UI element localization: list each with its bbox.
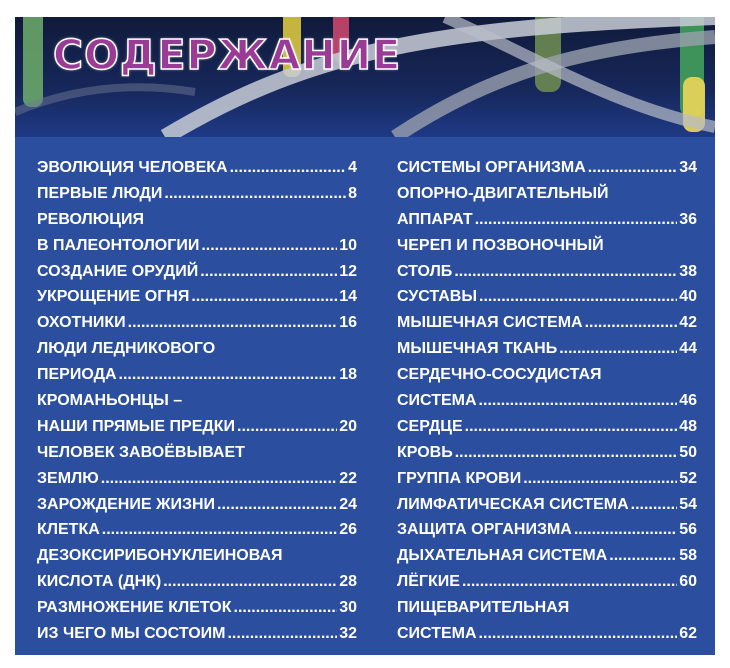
toc-content	[15, 137, 715, 655]
toc-entry	[37, 388, 357, 414]
toc-entry-title: В ПАЛЕОНТОЛОГИИ	[37, 236, 200, 254]
toc-leader-dots	[631, 492, 678, 518]
toc-entry-title: КРОМАНЬОНЦЫ –	[37, 392, 183, 410]
toc-entry	[397, 207, 697, 233]
toc-entry-title: СТОЛБ	[397, 262, 453, 280]
toc-entry-page: 30	[339, 599, 357, 617]
toc-leader-dots	[230, 155, 347, 181]
toc-entry	[37, 517, 357, 543]
toc-page	[15, 17, 715, 655]
toc-leader-dots	[191, 284, 337, 310]
toc-entry-page: 4	[348, 159, 357, 176]
toc-entry-title: ИЗ ЧЕГО МЫ СОСТОИМ	[37, 625, 226, 643]
toc-leader-dots	[237, 414, 337, 440]
toc-entry	[37, 310, 357, 336]
toc-entry-title: ЛИМФАТИЧЕСКАЯ СИСТЕМА	[397, 495, 629, 513]
toc-entry-title: УКРОЩЕНИЕ ОГНЯ	[37, 288, 190, 306]
toc-leader-dots	[479, 284, 677, 310]
toc-entry	[397, 362, 697, 388]
toc-entry	[397, 181, 697, 207]
toc-leader-dots	[217, 492, 337, 518]
toc-entry-page: 58	[679, 547, 697, 565]
toc-leader-dots	[101, 466, 337, 492]
toc-entry-page: 8	[348, 184, 357, 202]
toc-entry-title: ОХОТНИКИ	[37, 314, 126, 332]
toc-entry-page: 28	[339, 573, 357, 591]
toc-column-left	[37, 155, 357, 647]
toc-entry	[397, 440, 697, 466]
page-title: СОДЕРЖАНИЕ	[53, 31, 402, 79]
toc-entry-page: 32	[339, 625, 357, 643]
toc-entry	[37, 595, 357, 621]
toc-entry-title: СЕРДЕЧНО-СОСУДИСТАЯ	[397, 366, 602, 384]
toc-leader-dots	[479, 388, 678, 414]
toc-leader-dots	[455, 440, 677, 466]
toc-entry	[37, 155, 357, 181]
toc-leader-dots	[163, 569, 337, 595]
toc-entry	[37, 284, 357, 310]
toc-leader-dots	[609, 543, 677, 569]
toc-entry-page: 38	[679, 262, 697, 280]
toc-entry-title: СЕРДЦЕ	[397, 417, 463, 435]
toc-entry	[397, 517, 697, 543]
toc-entry	[397, 466, 697, 492]
toc-leader-dots	[102, 517, 337, 543]
toc-entry-title: МЫШЕЧНАЯ СИСТЕМА	[397, 314, 583, 332]
toc-entry	[37, 466, 357, 492]
toc-entry	[37, 259, 357, 285]
toc-entry-page: 60	[679, 573, 697, 591]
toc-leader-dots	[479, 621, 678, 647]
toc-entry	[397, 336, 697, 362]
toc-entry	[37, 569, 357, 595]
toc-entry	[37, 233, 357, 259]
toc-entry-page: 48	[679, 417, 697, 435]
toc-leader-dots	[588, 155, 677, 181]
toc-entry-page: 36	[679, 210, 697, 228]
toc-entry-page: 40	[679, 288, 697, 306]
dna-banner	[15, 17, 715, 137]
toc-entry	[37, 543, 357, 569]
toc-entry-title: ЗАРОЖДЕНИЕ ЖИЗНИ	[37, 495, 216, 513]
toc-entry-title: РЕВОЛЮЦИЯ	[37, 210, 144, 228]
toc-entry-title: ЧЕЛОВЕК ЗАВОЁВЫВАЕТ	[37, 443, 245, 461]
toc-leader-dots	[574, 517, 677, 543]
toc-leader-dots	[200, 259, 337, 285]
toc-entry	[397, 492, 697, 518]
toc-entry-title: МЫШЕЧНАЯ ТКАНЬ	[397, 340, 558, 358]
toc-entry-title: КИСЛОТА (ДНК)	[37, 573, 162, 591]
toc-entry	[37, 414, 357, 440]
toc-entry-title: ЭВОЛЮЦИЯ ЧЕЛОВЕКА	[37, 159, 228, 176]
toc-entry-page: 10	[339, 236, 357, 254]
toc-entry-title: ПЕРИОДА	[37, 366, 117, 384]
toc-entry-title: КЛЕТКА	[37, 521, 100, 539]
toc-entry-page: 42	[679, 314, 697, 332]
toc-entry	[397, 233, 697, 259]
toc-entry-title: РАЗМНОЖЕНИЕ КЛЕТОК	[37, 599, 232, 617]
toc-entry-page: 26	[339, 521, 357, 539]
toc-entry-title: КРОВЬ	[397, 443, 453, 461]
toc-leader-dots	[201, 233, 337, 259]
toc-entry	[37, 336, 357, 362]
toc-entry	[37, 440, 357, 466]
toc-entry-page: 56	[679, 521, 697, 539]
toc-entry-page: 18	[339, 366, 357, 384]
toc-entry-page: 52	[679, 469, 697, 487]
toc-entry-page: 14	[339, 288, 357, 306]
toc-entry-page: 24	[339, 495, 357, 513]
toc-entry-page: 54	[679, 495, 697, 513]
toc-leader-dots	[465, 414, 678, 440]
toc-entry	[397, 595, 697, 621]
toc-entry	[37, 362, 357, 388]
toc-leader-dots	[475, 207, 678, 233]
toc-entry-title: ЧЕРЕП И ПОЗВОНОЧНЫЙ	[397, 236, 604, 254]
toc-entry-title: СОЗДАНИЕ ОРУДИЙ	[37, 262, 199, 280]
toc-leader-dots	[234, 595, 338, 621]
toc-entry-title: СИСТЕМА	[397, 625, 477, 643]
toc-entry-title: ПЕРВЫЕ ЛЮДИ	[37, 184, 163, 202]
toc-entry	[397, 310, 697, 336]
toc-entry-title: ЛЁГКИЕ	[397, 573, 460, 591]
toc-leader-dots	[523, 466, 677, 492]
toc-leader-dots	[454, 259, 677, 285]
toc-entry-title: АППАРАТ	[397, 210, 473, 228]
toc-entry	[397, 284, 697, 310]
toc-entry	[397, 414, 697, 440]
toc-entry	[397, 259, 697, 285]
toc-leader-dots	[227, 621, 337, 647]
toc-entry-page: 46	[679, 392, 697, 410]
toc-entry-page: 22	[339, 469, 357, 487]
toc-entry-title: СИСТЕМЫ ОРГАНИЗМА	[397, 159, 586, 176]
toc-entry-title: ПИЩЕВАРИТЕЛЬНАЯ	[397, 599, 570, 617]
toc-entry	[397, 388, 697, 414]
toc-leader-dots	[462, 569, 677, 595]
toc-entry	[37, 621, 357, 647]
toc-entry	[397, 543, 697, 569]
toc-entry-title: ОПОРНО-ДВИГАТЕЛЬНЫЙ	[397, 184, 609, 202]
toc-entry	[397, 155, 697, 181]
toc-entry-title: ЗЕМЛЮ	[37, 469, 99, 487]
toc-entry	[397, 569, 697, 595]
toc-entry	[397, 621, 697, 647]
toc-leader-dots	[119, 362, 338, 388]
toc-column-right	[397, 155, 697, 647]
toc-leader-dots	[164, 181, 346, 207]
toc-entry-title: ДЕЗОКСИРИБОНУКЛЕИНОВАЯ	[37, 547, 283, 565]
toc-leader-dots	[128, 310, 338, 336]
toc-entry	[37, 492, 357, 518]
toc-entry-page: 62	[679, 625, 697, 643]
toc-entry-page: 16	[339, 314, 357, 332]
toc-entry-title: ЗАЩИТА ОРГАНИЗМА	[397, 521, 572, 539]
toc-entry-page: 12	[339, 262, 357, 280]
toc-entry-page: 20	[339, 417, 357, 435]
toc-entry-title: ГРУППА КРОВИ	[397, 469, 522, 487]
toc-entry-title: ДЫХАТЕЛЬНАЯ СИСТЕМА	[397, 547, 608, 565]
toc-entry-title: СИСТЕМА	[397, 392, 477, 410]
toc-entry	[37, 207, 357, 233]
toc-entry-page: 34	[679, 159, 697, 176]
toc-entry-title: СУСТАВЫ	[397, 288, 477, 306]
toc-entry-title: НАШИ ПРЯМЫЕ ПРЕДКИ	[37, 417, 236, 435]
toc-leader-dots	[559, 336, 677, 362]
toc-entry	[37, 181, 357, 207]
toc-entry-title: ЛЮДИ ЛЕДНИКОВОГО	[37, 340, 216, 358]
toc-leader-dots	[585, 310, 678, 336]
toc-entry-page: 50	[679, 443, 697, 461]
toc-entry-page: 44	[679, 340, 697, 358]
